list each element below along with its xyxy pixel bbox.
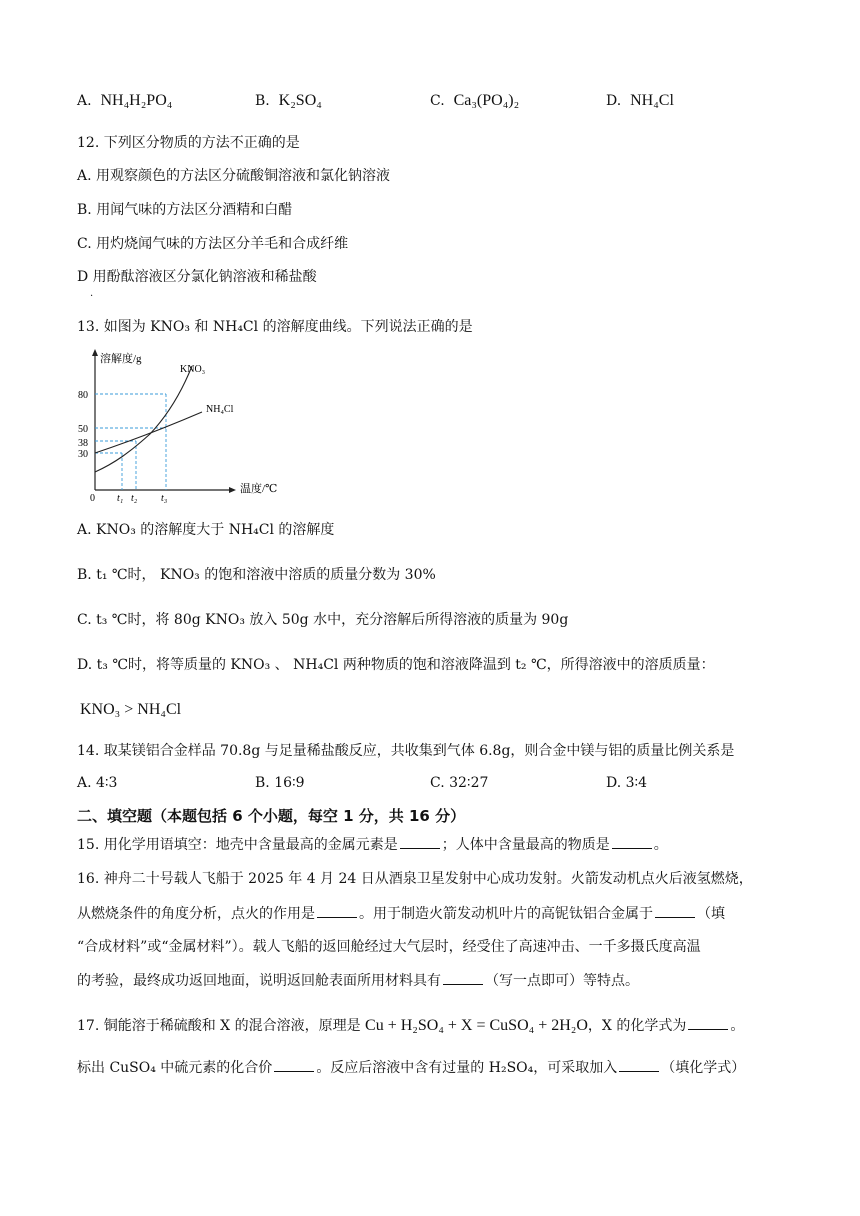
nh4cl-curve	[95, 412, 202, 453]
ytick-80: 80	[78, 390, 88, 401]
origin-label: 0	[90, 493, 95, 504]
q13-option-c: C. t₃ ℃时，将 80g KNO₃ 放入 50g 水中，充分溶解后所得溶液的质量为 90g	[77, 612, 569, 628]
y-axis-label: 溶解度/g	[100, 353, 142, 365]
q13-stem: 13. 如图为 KNO₃ 和 NH₄Cl 的溶解度曲线。下列说法正确的是	[77, 319, 473, 335]
q17-equation: Cu + H₂SO₄ + X = CuSO₄ + 2H₂O	[365, 1017, 588, 1034]
q17-line-1: 17. 铜能溶于稀硫酸和 X 的混合溶液，原理是 Cu + H₂SO₄ + X = CuSO₄ + 2H₂O，X 的化学式为 。	[77, 1017, 745, 1034]
q12-option-b: B. 用闻气味的方法区分酒精和白醋	[77, 202, 293, 218]
q17-line-2: 标出 CuSO₄ 中硫元素的化合价 。反应后溶液中含有过量的 H₂SO₄，可采取加入 （填化学式）	[77, 1057, 745, 1078]
q15-blank-1[interactable]	[400, 834, 440, 849]
q14-option-c: C. 32∶27	[430, 775, 489, 791]
q17-blank-2[interactable]	[274, 1057, 314, 1072]
q14-option-d: D. 3∶4	[606, 775, 648, 791]
q11-option-b: B. K₂SO₄	[255, 92, 322, 109]
q12-option-a: A. 用观察颜色的方法区分硫酸铜溶液和氯化钠溶液	[77, 168, 391, 184]
q15: 15. 用化学用语填空：地壳中含量最高的金属元素是 ；人体中含量最高的物质是 。	[77, 834, 668, 855]
q16-line-3: “合成材料”或“金属材料”）。载人飞船的返回舱经过大气层时，经受住了高速冲击、一千多摄氏度高温	[77, 939, 701, 955]
kno3-curve	[95, 366, 192, 472]
xtick-t1: t₁	[117, 493, 124, 504]
q12-option-d: D 用酚酞溶液区分氯化钠溶液和稀盐酸	[77, 269, 317, 285]
q14-stem: 14. 取某镁铝合金样品 70.8g 与足量稀盐酸反应，共收集到气体 6.8g，则合金中镁与铝的质量比例关系是	[77, 743, 735, 759]
ytick-30: 30	[78, 449, 88, 460]
q16-line-4: 的考验，最终成功返回地面，说明返回舱表面所用材料具有 （写一点即可）等特点。	[77, 970, 639, 991]
q12-option-c: C. 用灼烧闻气味的方法区分羊毛和合成纤维	[77, 236, 349, 252]
q16-blank-3[interactable]	[443, 970, 483, 985]
stray-dot: .	[90, 288, 94, 299]
q13-option-d: D. t₃ ℃时，将等质量的 KNO₃ 、 NH₄Cl 两种物质的饱和溶液降温到 t₂ ℃，所得溶液中的溶质质量：	[77, 657, 715, 673]
xtick-t3: t₃	[161, 493, 168, 504]
x-axis-label: 温度/℃	[240, 483, 278, 495]
xtick-t2: t₂	[131, 493, 138, 504]
q16-line-2: 从燃烧条件的角度分析，点火的作用是 。用于制造火箭发动机叶片的高铌钛铝合金属于 （填	[77, 903, 725, 924]
q15-blank-2[interactable]	[612, 834, 652, 849]
q16-line-1: 16. 神舟二十号载人飞船于 2025 年 4 月 24 日从酒泉卫星发射中心成功发射。火箭发动机点火后液氢燃烧，	[77, 871, 753, 887]
q17-blank-1[interactable]	[688, 1015, 728, 1030]
y-axis-arrow	[92, 349, 98, 356]
q13-option-d-cont: KNO₃ > NH₄Cl	[80, 701, 182, 718]
q17-blank-3[interactable]	[619, 1057, 659, 1072]
q16-blank-1[interactable]	[317, 903, 357, 918]
solubility-chart	[70, 348, 300, 508]
guide-lines	[95, 394, 166, 490]
q14-option-a: A. 4∶3	[77, 775, 118, 791]
q13-option-a: A. KNO₃ 的溶解度大于 NH₄Cl 的溶解度	[77, 522, 335, 538]
q11-option-a: A. NH₄H₂PO₄	[77, 92, 173, 109]
q13-option-b: B. t₁ ℃时， KNO₃ 的饱和溶液中溶质的质量分数为 30%	[77, 567, 436, 583]
q16-blank-2[interactable]	[655, 903, 695, 918]
kno3-label: KNO₃	[180, 364, 206, 375]
x-axis-arrow	[229, 487, 236, 493]
q11-option-d: D. NH₄Cl	[606, 92, 674, 109]
q12-stem: 12. 下列区分物质的方法不正确的是	[77, 135, 300, 151]
section-title: 二、填空题（本题包括 6 个小题，每空 1 分，共 16 分）	[77, 807, 466, 825]
ytick-38: 38	[78, 438, 88, 449]
q11-option-c: C. Ca₃(PO₄)₂	[430, 92, 520, 109]
nh4cl-label: NH₄Cl	[206, 404, 234, 415]
q14-option-b: B. 16∶9	[255, 775, 305, 791]
ytick-50: 50	[78, 424, 88, 435]
